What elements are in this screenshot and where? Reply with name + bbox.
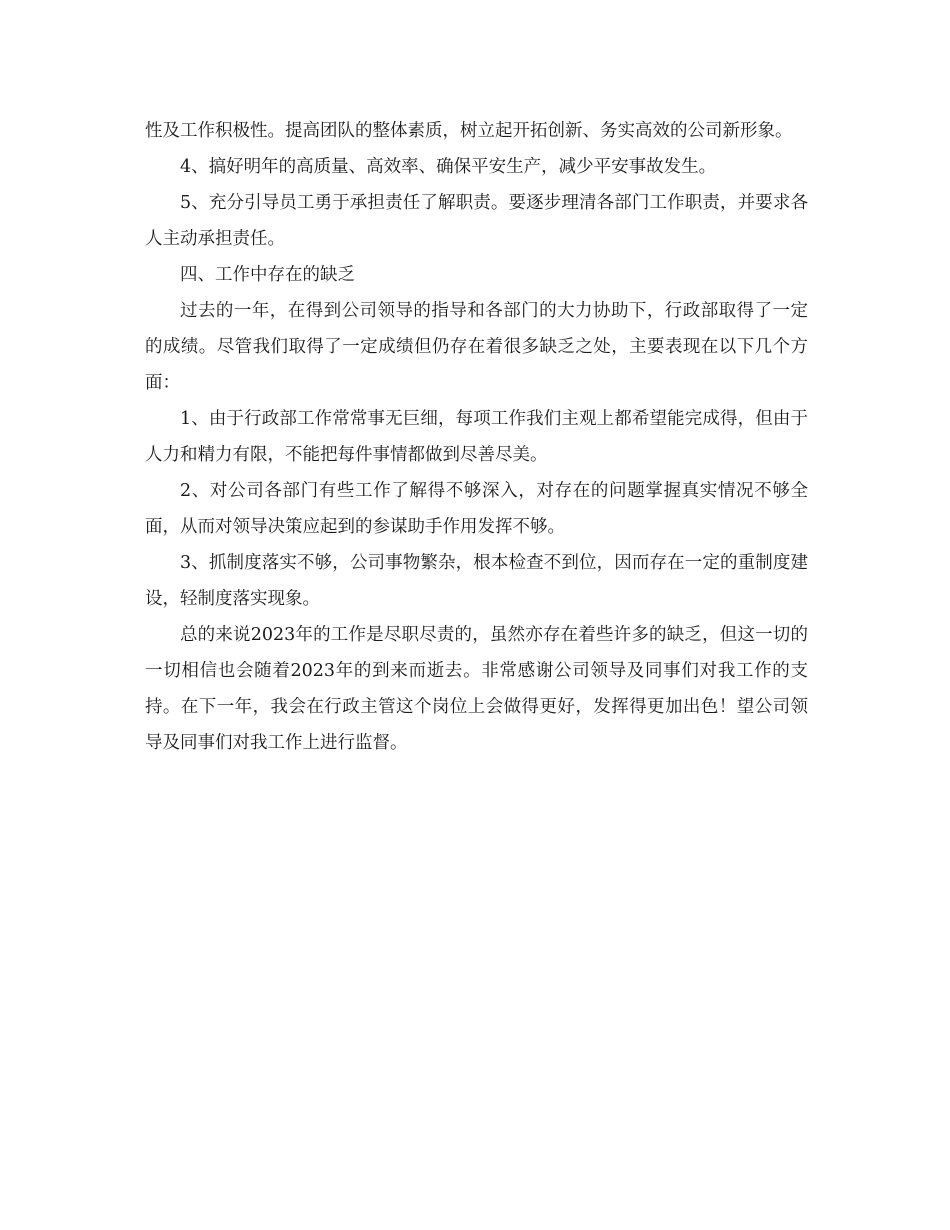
paragraph-shortcoming-2: 2、对公司各部门有些工作了解得不够深入，对存在的问题掌握真实情况不够全面，从而对领导决策应起到的参谋助手作用发挥不够。 bbox=[145, 481, 808, 537]
paragraph-shortcoming-3: 3、抓制度落实不够，公司事物繁杂，根本检查不到位，因而存在一定的重制度建设，轻制度落实现象。 bbox=[145, 553, 808, 609]
paragraph-shortcoming-1: 1、由于行政部工作常常事无巨细，每项工作我们主观上都希望能完成得，但由于人力和精力有限，不能把每件事情都做到尽善尽美。 bbox=[145, 409, 808, 465]
document-body bbox=[145, 113, 808, 761]
paragraph-past-year: 过去的一年，在得到公司领导的指导和各部门的大力协助下，行政部取得了一定的成绩。尽管我们取得了一定成绩但仍存在着很多缺乏之处，主要表现在以下几个方面： bbox=[145, 301, 808, 393]
paragraph-conclusion: 总的来说2023年的工作是尽职尽责的，虽然亦存在着些许多的缺乏，但这一切的一切相信也会随着2023年的到来而逝去。非常感谢公司领导及同事们对我工作的支持。在下一年，我会在行政主管这个岗位上会做得更好，发挥得更加出色！望公司领导及同事们对我工作上进行监督。 bbox=[145, 625, 808, 753]
paragraph-item-4: 4、搞好明年的高质量、高效率、确保平安生产，减少平安事故发生。 bbox=[180, 157, 717, 177]
paragraph-item-5: 5、充分引导员工勇于承担责任了解职责。要逐步理清各部门工作职责，并要求各人主动承担责任。 bbox=[145, 193, 808, 249]
paragraph-continuation: 性及工作积极性。提高团队的整体素质，树立起开拓创新、务实高效的公司新形象。 bbox=[145, 121, 793, 141]
section-heading-shortcomings: 四、工作中存在的缺乏 bbox=[180, 265, 355, 285]
